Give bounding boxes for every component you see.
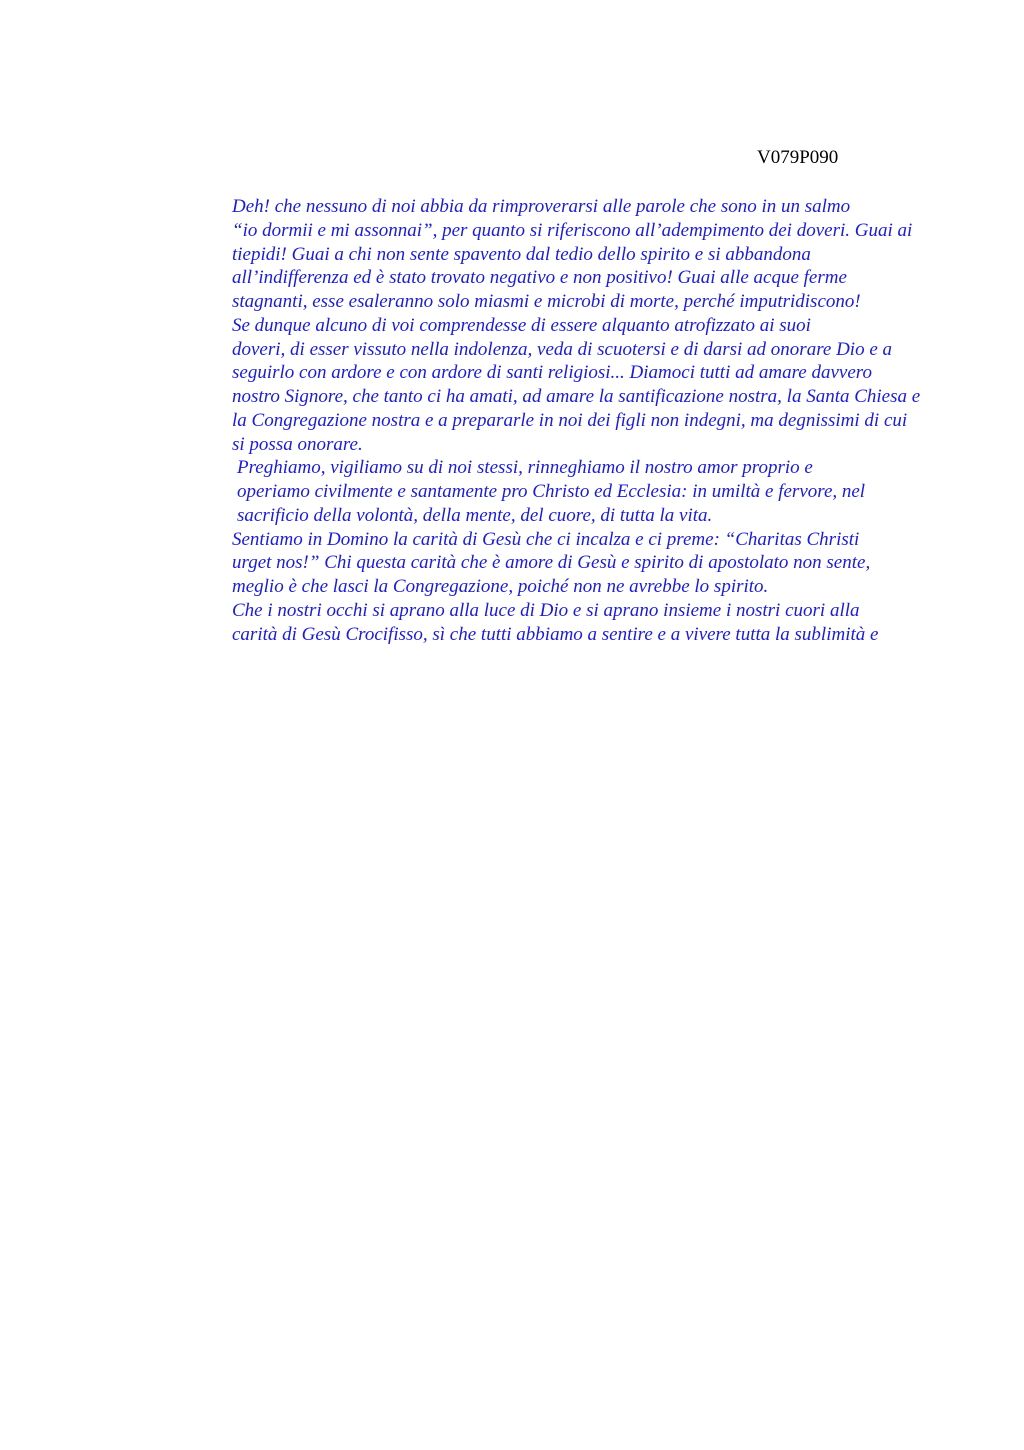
text-line: la Congregazione nostra e a prepararle in noi dei figli non indegni, ma degnissimi di cui [232, 409, 908, 431]
text-line: Se dunque alcuno di voi comprendesse di essere alquanto atrofizzato ai suoi [232, 314, 811, 336]
text-line: Preghiamo, vigiliamo su di noi stessi, rinneghiamo il nostro amor proprio e [237, 457, 813, 479]
paragraph-5 [171, 599, 929, 647]
paragraph-1 [171, 195, 929, 314]
text-line: “io dormii e mi assonnai”, per quanto si riferiscono all’adempimento dei doveri. Guai ai [232, 219, 913, 241]
page-identifier: V079P090 [757, 147, 839, 168]
paragraph-4 [171, 528, 929, 599]
text-line: seguirlo con ardore e con ardore di santi religiosi... Diamoci tutti ad amare davvero [232, 362, 872, 384]
text-line: tiepidi! Guai a chi non sente spavento dal tedio dello spirito e si abbandona [232, 243, 811, 265]
text-line: operiamo civilmente e santamente pro Christo ed Ecclesia: in umiltà e fervore, nel [237, 481, 866, 502]
text-line: Che i nostri occhi si aprano alla luce di Dio e si aprano insieme i nostri cuori alla [232, 599, 860, 621]
text-line: Sentiamo in Domino la carità di Gesù che ci incalza e ci preme: “Charitas Christi [232, 528, 860, 550]
document-body [171, 195, 929, 646]
text-line: stagnanti, esse esaleranno solo miasmi e microbi di morte, perché imputridiscono! [232, 291, 861, 312]
text-line: si possa onorare. [232, 433, 363, 455]
paragraph-3 [171, 456, 929, 527]
text-line: doveri, di esser vissuto nella indolenza, veda di scuotersi e di darsi ad onorare Dio e a [232, 338, 892, 360]
text-line: meglio è che lasci la Congregazione, poiché non ne avrebbe lo spirito. [232, 576, 769, 597]
text-line: sacrificio della volontà, della mente, del cuore, di tutta la vita. [237, 504, 713, 526]
text-line: urget nos!” Chi questa carità che è amore di Gesù e spirito di apostolato non sente, [232, 552, 871, 574]
paragraph-2 [171, 314, 929, 457]
text-line: all’indifferenza ed è stato trovato negativo e non positivo! Guai alle acque ferme [232, 267, 847, 289]
text-line: nostro Signore, che tanto ci ha amati, ad amare la santificazione nostra, la Santa Chiesa e [232, 386, 921, 407]
text-line: Deh! che nessuno di noi abbia da rimproverarsi alle parole che sono in un salmo [232, 196, 851, 217]
text-line: carità di Gesù Crocifisso, sì che tutti abbiamo a sentire e a vivere tutta la sublimità e [232, 623, 879, 645]
